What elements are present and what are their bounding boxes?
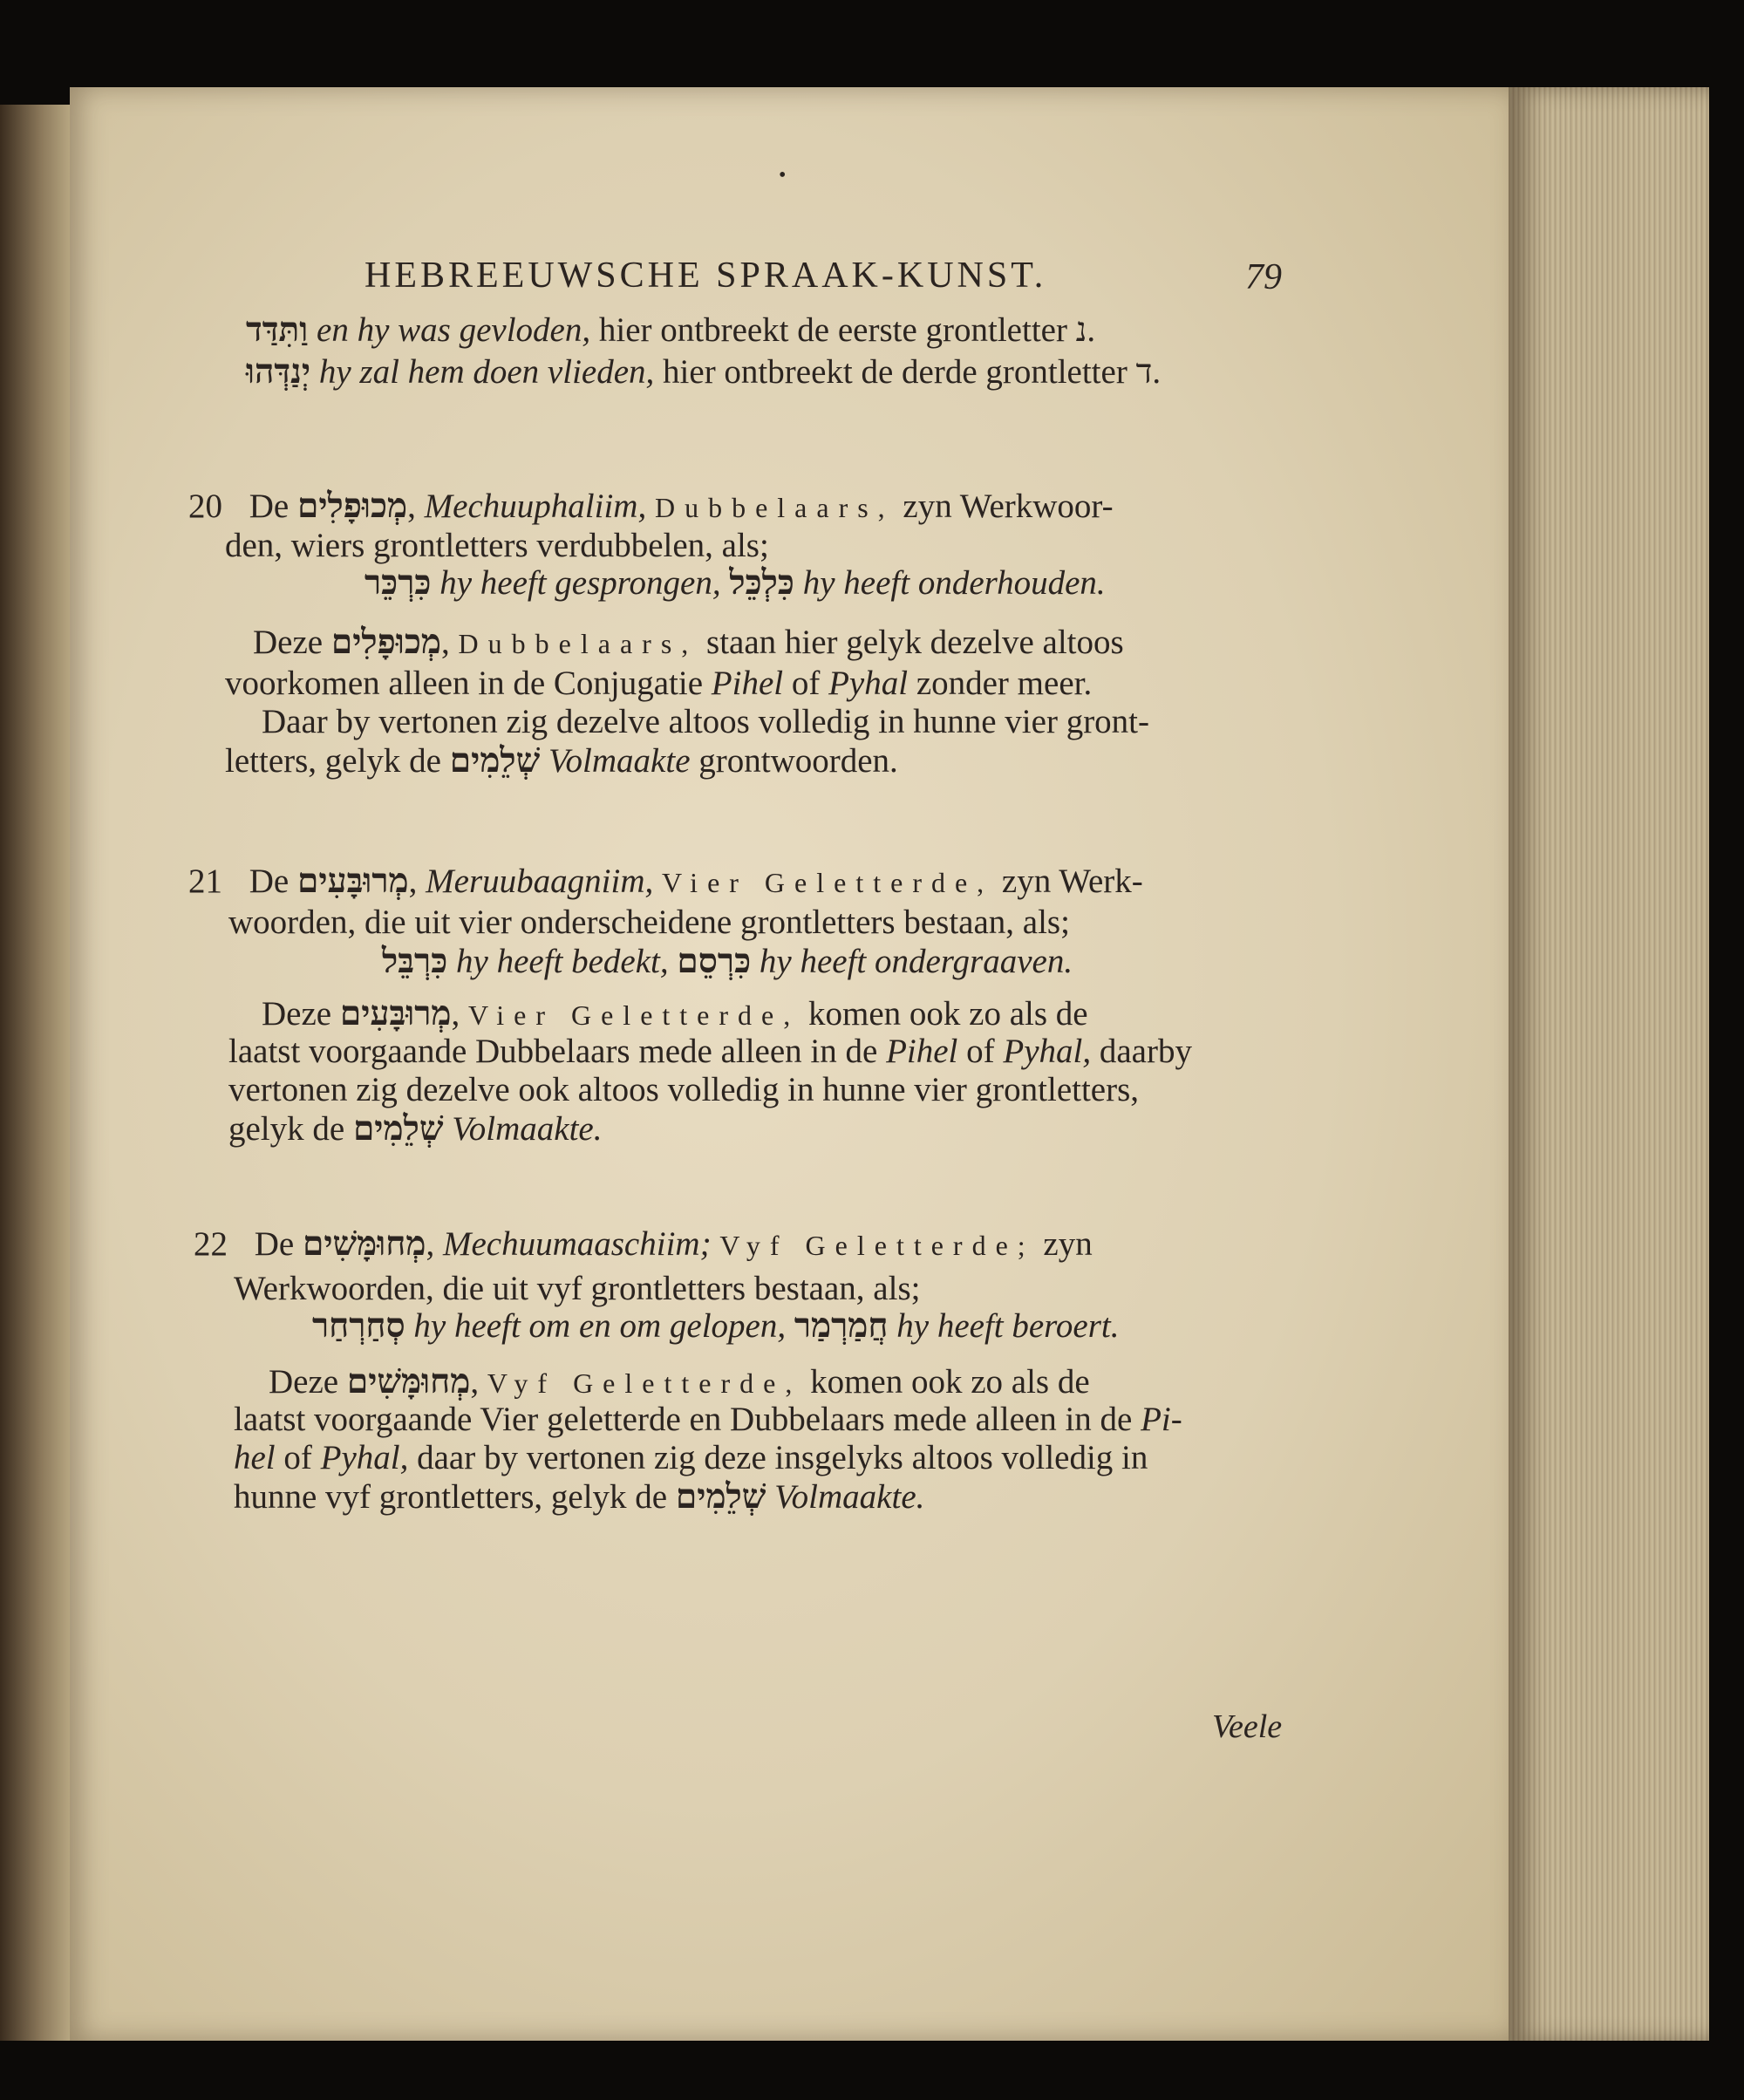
hebrew-term: מְרוּבָּעִים (339, 993, 452, 1033)
s21-para-l3: vertonen zig dezelve ook altoos volledig in hunne vier grontletters, (228, 1071, 1140, 1108)
top-line-2 (246, 352, 1161, 392)
text: grontwoorden. (698, 742, 898, 780)
rest: zyn (1043, 1225, 1093, 1263)
hebrew-term: שְׁלֵמִים (449, 740, 541, 781)
rest: zyn Werk- (1001, 862, 1143, 900)
s20-para-l2 (225, 665, 1092, 703)
de: De (249, 862, 290, 900)
hebrew-term: מְכוּפָלִים (330, 622, 442, 662)
section-number: 20 (188, 488, 222, 525)
example-hebrew: כִּרְכֵּר (364, 562, 432, 603)
hebrew-term: שְׁלֵמִים (352, 1108, 444, 1149)
italic-term: Pihel (711, 665, 784, 702)
s21-line2: woorden, die uit vier onderscheidene grontletters bestaan, als; (228, 903, 1070, 941)
s20-para-l1: Deze מְכוּפָלִים, Dubbelaars, staan hier gelyk dezelve altoos (253, 622, 1124, 662)
translation: en hy was gevloden, (317, 311, 591, 349)
example-hebrew: חֲמַרְמַר (794, 1306, 889, 1346)
s22-para-l1: Deze מְחוּמָּשִׁים, Vyf Geletterde, komen ook zo als de (269, 1361, 1090, 1401)
smallcaps-term: Vier Geletterde, (661, 867, 994, 898)
text: of (791, 665, 821, 702)
example-translation: hy heeft gesprongen, (439, 564, 721, 602)
text: komen ook zo als de (807, 995, 1088, 1033)
text: daar by vertonen zig deze insgelyks altoos volledig in (417, 1439, 1148, 1476)
text: laatst voorgaande Dubbelaars mede alleen in de (228, 1033, 878, 1070)
translation: hy zal hem doen vlieden, (318, 353, 655, 391)
left-page-edge (0, 105, 70, 2041)
italic-term: hel (234, 1439, 276, 1476)
text: of (283, 1439, 312, 1476)
transliteration: Meruubaagniim, (426, 862, 654, 900)
hebrew-word: וַתִּדַּד (246, 310, 309, 350)
s22-para-l2 (234, 1401, 1182, 1439)
s22-para-l4 (234, 1477, 924, 1517)
text: Deze (262, 995, 332, 1033)
text: hunne vyf grontletters, gelyk de (234, 1478, 668, 1516)
italic-term: Pi- (1141, 1401, 1182, 1438)
text: staan hier gelyk dezelve altoos (706, 624, 1124, 661)
s20-para-l4 (225, 741, 898, 781)
text: komen ook zo als de (810, 1363, 1090, 1401)
transliteration: Mechuuphaliim, (424, 488, 647, 525)
de: De (254, 1225, 295, 1263)
hebrew-term: מְרוּבָּעִים (296, 861, 409, 901)
s21-examples (382, 942, 1073, 981)
s20-heading: 20 De מְכוּפָלִים, Mechuuphaliim, Dubbelaars, zyn Werkwoor- (188, 486, 1114, 526)
text: gelyk de (228, 1110, 345, 1148)
example-hebrew: כִּרְבֵּל (382, 941, 448, 981)
text: Deze (253, 624, 324, 661)
rest: zyn Werkwoor- (903, 488, 1114, 525)
example-translation: hy heeft onderhouden. (802, 564, 1106, 602)
top-line-1 (246, 310, 1095, 350)
s21-heading: 21 De מְרוּבָּעִים, Meruubaagniim, Vier Geletterde, zyn Werk- (188, 861, 1143, 901)
s22-line2: Werkwoorden, die uit vyf grontletters bestaan, als; (234, 1270, 921, 1307)
s21-para-l1: Deze מְרוּבָּעִים, Vier Geletterde, komen ook zo als de (262, 993, 1088, 1033)
note: hier ontbreekt de derde grontletter ד. (663, 353, 1162, 391)
smallcaps-term: Vyf Geletterde, (487, 1367, 802, 1399)
hebrew-word: יְנַדְּהוּ (246, 351, 311, 392)
s22-heading: 22 De מְחוּמָּשִׁים, Mechuumaaschiim; Vyf Geletterde; zyn (194, 1224, 1093, 1264)
s20-para-l3: Daar by vertonen zig dezelve altoos volledig in hunne vier gront- (262, 703, 1149, 740)
example-translation: hy heeft om en om gelopen, (413, 1307, 787, 1345)
s22-examples (312, 1306, 1119, 1346)
hebrew-term: שְׁלֵמִים (675, 1476, 766, 1517)
italic-term: Volmaakte. (452, 1110, 603, 1148)
page-block-edge (1509, 87, 1709, 2041)
text: of (966, 1033, 995, 1070)
s21-para-l2 (228, 1033, 1192, 1071)
s21-para-l4 (228, 1109, 602, 1149)
italic-term: Pihel (886, 1033, 958, 1070)
text: voorkomen alleen in de Conjugatie (225, 665, 704, 702)
text: letters, gelyk de (225, 742, 441, 780)
text: laatst voorgaande Vier geletterde en Dubbelaars mede alleen in de (234, 1401, 1133, 1438)
italic-term: Pyhal (828, 665, 909, 702)
example-translation: hy heeft ondergraaven. (759, 943, 1073, 980)
example-translation: hy heeft beroert. (896, 1307, 1120, 1345)
catchword: Veele (1212, 1708, 1283, 1745)
note: hier ontbreekt de eerste grontletter נ. (598, 311, 1096, 349)
de: De (249, 488, 290, 525)
text: daarby (1099, 1033, 1192, 1070)
hebrew-term: מְחוּמָּשִׁים (302, 1224, 426, 1264)
s20-line2: den, wiers grontletters verdubbelen, als; (225, 527, 769, 564)
running-header: HEBREEUWSCHE SPRAAK-KUNST. (364, 256, 1047, 296)
example-hebrew: סְחַרְחַר (312, 1306, 405, 1346)
italic-term: Volmaakte. (774, 1478, 925, 1516)
smallcaps-term: Vier Geletterde, (468, 999, 800, 1031)
italic-term: Pyhal, (1003, 1033, 1092, 1070)
text: zonder meer. (916, 665, 1093, 702)
transliteration: Mechuumaaschiim; (442, 1225, 712, 1263)
smallcaps-term: Dubbelaars, (458, 628, 698, 659)
italic-term: Pyhal, (320, 1439, 409, 1476)
smallcaps-term: Dubbelaars, (654, 492, 895, 523)
text: Deze (269, 1363, 339, 1401)
hebrew-term: מְכוּפָלִים (296, 486, 408, 526)
example-translation: hy heeft bedekt, (456, 943, 669, 980)
example-hebrew: כִּלְכֵּל (729, 562, 794, 603)
page-ornament: • (779, 164, 787, 187)
page-number: 79 (1245, 257, 1282, 297)
smallcaps-term: Vyf Geletterde; (719, 1230, 1035, 1261)
section-number: 22 (194, 1225, 228, 1263)
italic-term: Volmaakte (548, 742, 691, 780)
s22-para-l3 (234, 1439, 1148, 1477)
hebrew-term: מְחוּמָּשִׁים (346, 1361, 471, 1401)
s20-examples (364, 563, 1106, 603)
example-hebrew: כִּרְסֵם (677, 941, 752, 981)
section-number: 21 (188, 862, 222, 900)
